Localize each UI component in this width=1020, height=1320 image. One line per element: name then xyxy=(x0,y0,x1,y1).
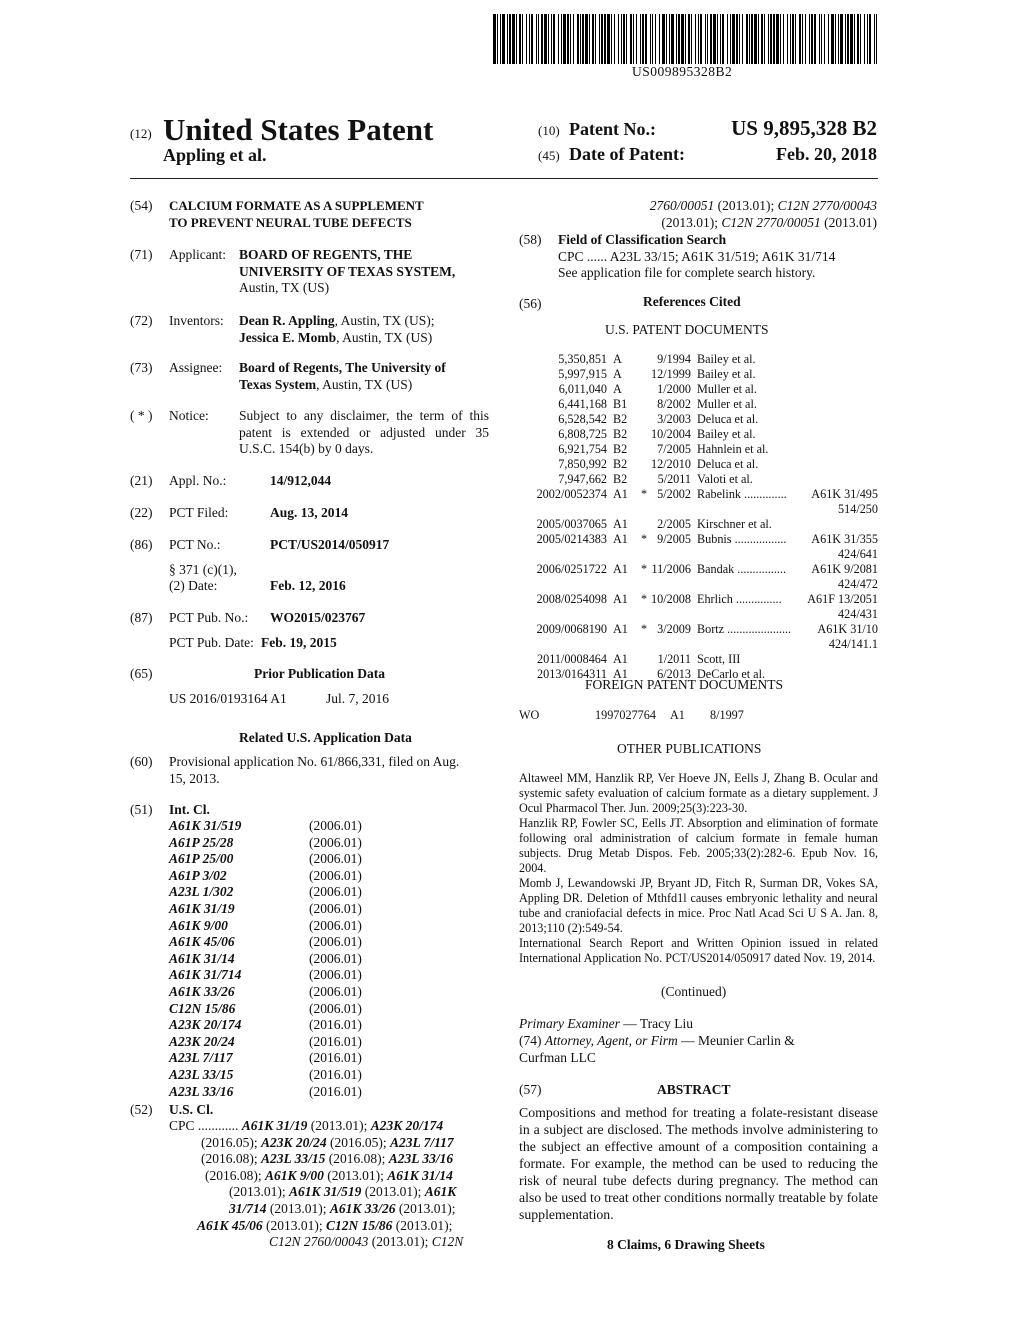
reference-num: 2005/0214383 xyxy=(536,532,607,546)
document-title: United States Patent xyxy=(163,112,434,147)
reference-date: 11/2006 xyxy=(651,562,691,576)
code-10: (10) xyxy=(538,123,560,138)
reference-star: * xyxy=(641,487,648,501)
continued-note: (Continued) xyxy=(661,984,727,999)
reference-star: * xyxy=(641,622,648,636)
reference-kind: A xyxy=(613,352,622,366)
reference-row xyxy=(521,352,878,367)
reference-row xyxy=(521,457,878,472)
reference-date: 3/2009 xyxy=(657,622,691,636)
reference-date: 12/1999 xyxy=(651,367,691,381)
reference-num: 7,850,992 xyxy=(558,457,607,471)
field-56-code: (56) xyxy=(519,296,542,311)
publication-entry: International Search Report and Written Opinion issued in related International Application No. PCT/US2014/050917 dated Nov. 19, 2014. xyxy=(519,936,878,965)
reference-cls xyxy=(793,367,878,382)
int-cl-code: A23K 20/24 xyxy=(169,1033,235,1049)
int-cl-row xyxy=(169,1017,362,1034)
reference-cls xyxy=(793,412,878,427)
reference-num: 2011/0008464 xyxy=(537,652,607,666)
reference-num: 6,528,542 xyxy=(558,412,607,426)
reference-row xyxy=(521,382,878,397)
reference-date: 10/2008 xyxy=(651,592,691,606)
reference-kind: A1 xyxy=(613,562,628,576)
references-heading: References Cited xyxy=(643,294,741,309)
reference-name: Bailey et al. xyxy=(697,427,756,441)
reference-date: 9/1994 xyxy=(657,352,691,366)
related-heading: Related U.S. Application Data xyxy=(239,730,412,745)
int-cl-code: A23L 33/16 xyxy=(169,1083,234,1099)
reference-name: Scott, III xyxy=(697,652,741,666)
reference-date: 8/2002 xyxy=(657,397,691,411)
reference-name: Bailey et al. xyxy=(697,367,756,381)
abstract-heading: ABSTRACT xyxy=(657,1082,731,1097)
int-cl-code: A61K 45/06 xyxy=(169,934,235,950)
int-cl-version: (2006.01) xyxy=(309,818,362,833)
int-cl-version: (2016.01) xyxy=(309,1050,362,1066)
reference-star xyxy=(641,442,651,457)
reference-kind: A1 xyxy=(613,487,628,501)
int-cl-row xyxy=(169,984,362,1001)
reference-star xyxy=(641,412,651,427)
reference-date: 10/2004 xyxy=(651,427,691,441)
reference-cls xyxy=(793,382,878,397)
reference-cls xyxy=(793,397,878,412)
int-cl-code: A61K 9/00 xyxy=(169,917,228,933)
int-cl-version: (2006.01) xyxy=(309,1000,362,1016)
reference-kind: B2 xyxy=(613,472,628,486)
reference-cls: A61K 9/2081 xyxy=(811,562,878,576)
reference-row xyxy=(521,652,878,667)
int-cl-version: (2006.01) xyxy=(309,900,362,916)
reference-name: Muller et al. xyxy=(697,382,757,396)
reference-subclass-row xyxy=(521,637,878,652)
reference-star xyxy=(641,382,651,397)
reference-kind: A1 xyxy=(613,622,628,636)
reference-num: 6,921,754 xyxy=(558,442,607,456)
reference-row xyxy=(521,367,878,382)
reference-date: 1/2011 xyxy=(657,652,691,666)
int-cl-version: (2016.01) xyxy=(309,1033,362,1049)
barcode xyxy=(493,14,877,64)
reference-star: * xyxy=(641,532,648,546)
reference-subclass: 424/641 xyxy=(838,547,878,561)
reference-row xyxy=(521,442,878,457)
reference-row xyxy=(521,487,878,502)
int-cl-code: A23L 1/302 xyxy=(169,884,234,900)
reference-date: 9/2005 xyxy=(657,532,691,546)
reference-star xyxy=(641,472,651,487)
int-cl-row xyxy=(169,1067,362,1084)
foreign-docs-heading: FOREIGN PATENT DOCUMENTS xyxy=(585,677,784,692)
patent-no-label: Patent No.: xyxy=(569,119,656,139)
field-58: (58) Field of Classification Search CPC ...... A23L 33/15; A61K 31/519; A61K 31/714 See application file for complete search history. xyxy=(519,232,836,280)
inventors-short: Appling et al. xyxy=(163,145,267,165)
foreign-number: 1997027764 xyxy=(595,708,656,722)
int-cl-version: (2016.01) xyxy=(309,1017,362,1033)
int-cl-code: A23K 20/174 xyxy=(169,1017,242,1033)
int-cl-row xyxy=(169,851,362,868)
reference-kind: B2 xyxy=(613,412,628,426)
reference-name: Bortz ..................... xyxy=(697,622,792,636)
int-cl-code: A61K 31/714 xyxy=(169,967,242,983)
claims-summary: 8 Claims, 6 Drawing Sheets xyxy=(607,1237,765,1252)
reference-subclass-row xyxy=(521,607,878,622)
reference-kind: B2 xyxy=(613,457,628,471)
reference-star xyxy=(641,652,651,667)
int-cl-code: A61P 25/28 xyxy=(169,834,234,850)
code-12: (12) xyxy=(130,126,152,141)
int-cl-version: (2006.01) xyxy=(309,834,362,850)
reference-num: 7,947,662 xyxy=(558,472,607,486)
reference-num: 2005/0037065 xyxy=(536,517,607,531)
int-cl-row xyxy=(169,1084,362,1101)
us-references-table xyxy=(521,352,878,682)
reference-name: Deluca et al. xyxy=(697,457,759,471)
us-cl-text: CPC ............ A61K 31/19 (2013.01); A23K 20/174 (2016.05); A23K 20/24 (2016.05); A23L 7/117 (2016.08); A23L 33/15 (2016.08); A23L 33/16 (2016.08); A61K 9/00 (2013.01); A61K 31/14 (2013.01); A61K 31/519 (2013.01); A61K 31/714 (2013.01); A61K 33/26 (2013.01); A61K 45/06 (2013.01); C12N 15/86 (2013.01); C12N 2760/00043 (2013.01); C12N xyxy=(169,1118,464,1250)
int-cl-row xyxy=(169,967,362,984)
int-cl-code: A61K 31/19 xyxy=(169,900,235,916)
reference-star: * xyxy=(641,562,648,576)
reference-row xyxy=(521,397,878,412)
code-45: (45) xyxy=(538,148,560,163)
reference-kind: A1 xyxy=(613,532,628,546)
int-cl-code: A61P 25/00 xyxy=(169,851,234,867)
int-cl-code: A61P 3/02 xyxy=(169,867,227,883)
reference-row xyxy=(521,532,878,547)
int-cl-code: A61K 31/14 xyxy=(169,950,235,966)
publication-entry: Altaweel MM, Hanzlik RP, Ver Hoeve JN, Eells J, Zhang B. Ocular and systemic safety evaluation of calcium formate as a dietary supplement. J Ocul Pharmacol Ther. Jun. 2009;25(3):223-30. xyxy=(519,771,878,815)
reference-num: 6,011,040 xyxy=(558,382,607,396)
reference-cls: A61F 13/2051 xyxy=(807,592,878,606)
int-cl-version: (2006.01) xyxy=(309,867,362,883)
reference-star xyxy=(641,397,651,412)
int-cl-row xyxy=(169,934,362,951)
other-pubs-heading: OTHER PUBLICATIONS xyxy=(617,741,762,756)
reference-row xyxy=(521,517,878,532)
reference-subclass: 424/141.1 xyxy=(828,637,878,651)
reference-name: Deluca et al. xyxy=(697,412,759,426)
int-cl-version: (2006.01) xyxy=(309,884,362,900)
reference-name: Bandak ................ xyxy=(697,562,787,576)
reference-name: Valoti et al. xyxy=(697,472,753,486)
reference-star: * xyxy=(641,592,648,606)
foreign-country: WO xyxy=(519,708,540,722)
int-cl-row xyxy=(169,1050,362,1067)
reference-row xyxy=(521,472,878,487)
invention-title-1: CALCIUM FORMATE AS A SUPPLEMENT xyxy=(169,198,424,213)
reference-num: 2008/0254098 xyxy=(536,592,607,606)
int-cl-code: A23L 33/15 xyxy=(169,1066,234,1082)
reference-cls xyxy=(793,352,878,367)
reference-name: Hahnlein et al. xyxy=(697,442,769,456)
reference-subclass: 424/472 xyxy=(838,577,878,591)
patent-number: US 9,895,328 B2 xyxy=(731,116,877,140)
reference-name: Bailey et al. xyxy=(697,352,756,366)
reference-kind: B2 xyxy=(613,442,628,456)
reference-kind: A1 xyxy=(613,517,628,531)
reference-cls: A61K 31/495 xyxy=(811,487,878,501)
reference-num: 2009/0068190 xyxy=(536,622,607,636)
int-cl-code: A61K 31/519 xyxy=(169,818,242,833)
int-cl-version: (2006.01) xyxy=(309,917,362,933)
int-cl-version: (2016.01) xyxy=(309,1083,362,1099)
reference-subclass: 424/431 xyxy=(838,607,878,621)
reference-star xyxy=(641,517,651,532)
us-patent-docs-heading: U.S. PATENT DOCUMENTS xyxy=(605,322,769,337)
int-cl-version: (2016.01) xyxy=(309,1066,362,1082)
reference-subclass-row xyxy=(521,577,878,592)
int-cl-row xyxy=(169,884,362,901)
int-cl-row xyxy=(169,1001,362,1018)
patent-date: Feb. 20, 2018 xyxy=(776,144,877,164)
int-cl-row xyxy=(169,818,362,835)
foreign-kind: A1 xyxy=(670,708,685,722)
int-cl-version: (2006.01) xyxy=(309,851,362,867)
int-cl-row xyxy=(169,1034,362,1051)
reference-kind: A1 xyxy=(613,667,628,681)
reference-name: Ehrlich ............... xyxy=(697,592,782,606)
int-cl-table xyxy=(169,818,362,1100)
int-cl-code: A23L 7/117 xyxy=(169,1050,233,1066)
int-cl-row xyxy=(169,868,362,885)
abstract-code: (57) xyxy=(519,1082,542,1097)
other-pubs-list xyxy=(519,771,878,966)
publication-entry: Hanzlik RP, Fowler SC, Eells JT. Absorption and elimination of formate following oral administration of calcium formate in female human subjects. Drug Metab Dispos. Feb. 2005;33(2):282-6. Epub Nov. 16, 2004. xyxy=(519,816,878,875)
reference-date: 7/2005 xyxy=(657,442,691,456)
header-rule xyxy=(130,178,878,179)
reference-star xyxy=(641,352,651,367)
reference-kind: B1 xyxy=(613,397,628,411)
reference-kind: A1 xyxy=(613,652,628,666)
abstract-text: Compositions and method for treating a folate-resistant disease in a subject are disclosed. The methods involve administering to the subject an effective amount of a composition containing a formate. For example, the method can be used to reducing the risk of neural tube defects during pregnancy. The method can also be used to treat other conditions normally treatable by folate supplementation. xyxy=(519,1105,878,1222)
reference-cls xyxy=(793,427,878,442)
reference-date: 1/2000 xyxy=(657,382,691,396)
reference-subclass: 514/250 xyxy=(838,502,878,516)
reference-date: 5/2011 xyxy=(657,472,691,486)
barcode-number: US009895328B2 xyxy=(632,64,733,79)
reference-row xyxy=(521,562,878,577)
date-label: Date of Patent: xyxy=(569,144,685,164)
reference-num: 2002/0052374 xyxy=(536,487,607,501)
reference-date: 12/2010 xyxy=(651,457,691,471)
reference-row xyxy=(521,412,878,427)
reference-kind: A1 xyxy=(613,592,628,606)
reference-row xyxy=(521,622,878,637)
publication-entry: Momb J, Lewandowski JP, Bryant JD, Fitch R, Surman DR, Vokes SA, Appling DR. Deletion of Mthfd1l causes embryonic lethality and neural tube and craniofacial defects in mice. Proc Natl Acad Sci U S A. Jan. 8, 2013;110 (2):549-54. xyxy=(519,876,878,935)
reference-subclass-row xyxy=(521,547,878,562)
primary-examiner: Primary Examiner — Tracy Liu xyxy=(519,1016,693,1031)
reference-row xyxy=(521,592,878,607)
reference-name: DeCarlo et al. xyxy=(697,667,766,681)
reference-star xyxy=(641,367,651,382)
reference-num: 2006/0251722 xyxy=(536,562,607,576)
reference-num: 6,441,168 xyxy=(558,397,607,411)
reference-cls: A61K 31/355 xyxy=(811,532,878,546)
reference-star xyxy=(641,427,651,442)
reference-name: Rabelink .............. xyxy=(697,487,787,501)
int-cl-row xyxy=(169,835,362,852)
reference-num: 5,350,851 xyxy=(558,352,607,366)
invention-title-2: TO PREVENT NEURAL TUBE DEFECTS xyxy=(169,215,412,230)
reference-cls xyxy=(793,457,878,472)
int-cl-version: (2006.01) xyxy=(309,950,362,966)
reference-cls xyxy=(793,667,878,682)
us-cl-continued: 2760/00051 (2013.01); C12N 2770/00043 (2013.01); C12N 2770/00051 (2013.01) xyxy=(649,198,877,230)
reference-kind: A xyxy=(613,382,622,396)
reference-cls xyxy=(793,652,878,667)
reference-num: 6,808,725 xyxy=(558,427,607,441)
reference-name: Kirschner et al. xyxy=(697,517,772,531)
reference-date: 3/2003 xyxy=(657,412,691,426)
reference-name: Muller et al. xyxy=(697,397,757,411)
int-cl-version: (2006.01) xyxy=(309,967,362,983)
int-cl-code: A61K 33/26 xyxy=(169,983,235,999)
reference-kind: B2 xyxy=(613,427,628,441)
reference-name: Bubnis ................. xyxy=(697,532,787,546)
reference-date: 6/2013 xyxy=(657,667,691,681)
reference-date: 2/2005 xyxy=(657,517,691,531)
reference-num: 5,997,915 xyxy=(558,367,607,381)
reference-subclass-row xyxy=(521,502,878,517)
int-cl-code: C12N 15/86 xyxy=(169,1000,236,1016)
int-cl-version: (2006.01) xyxy=(309,983,362,999)
reference-cls xyxy=(793,517,878,532)
reference-cls xyxy=(793,472,878,487)
int-cl-row xyxy=(169,901,362,918)
reference-kind: A xyxy=(613,367,622,381)
foreign-date: 8/1997 xyxy=(710,708,744,722)
reference-num: 2013/0164311 xyxy=(537,667,607,681)
int-cl-version: (2006.01) xyxy=(309,934,362,950)
int-cl-row xyxy=(169,918,362,935)
reference-star xyxy=(641,457,651,472)
reference-date: 5/2002 xyxy=(657,487,691,501)
reference-cls xyxy=(793,442,878,457)
int-cl-row xyxy=(169,951,362,968)
reference-cls: A61K 31/10 xyxy=(817,622,878,636)
reference-row xyxy=(521,427,878,442)
attorney: (74) Attorney, Agent, or Firm — Meunier Carlin & Curfman LLC xyxy=(519,1033,795,1065)
